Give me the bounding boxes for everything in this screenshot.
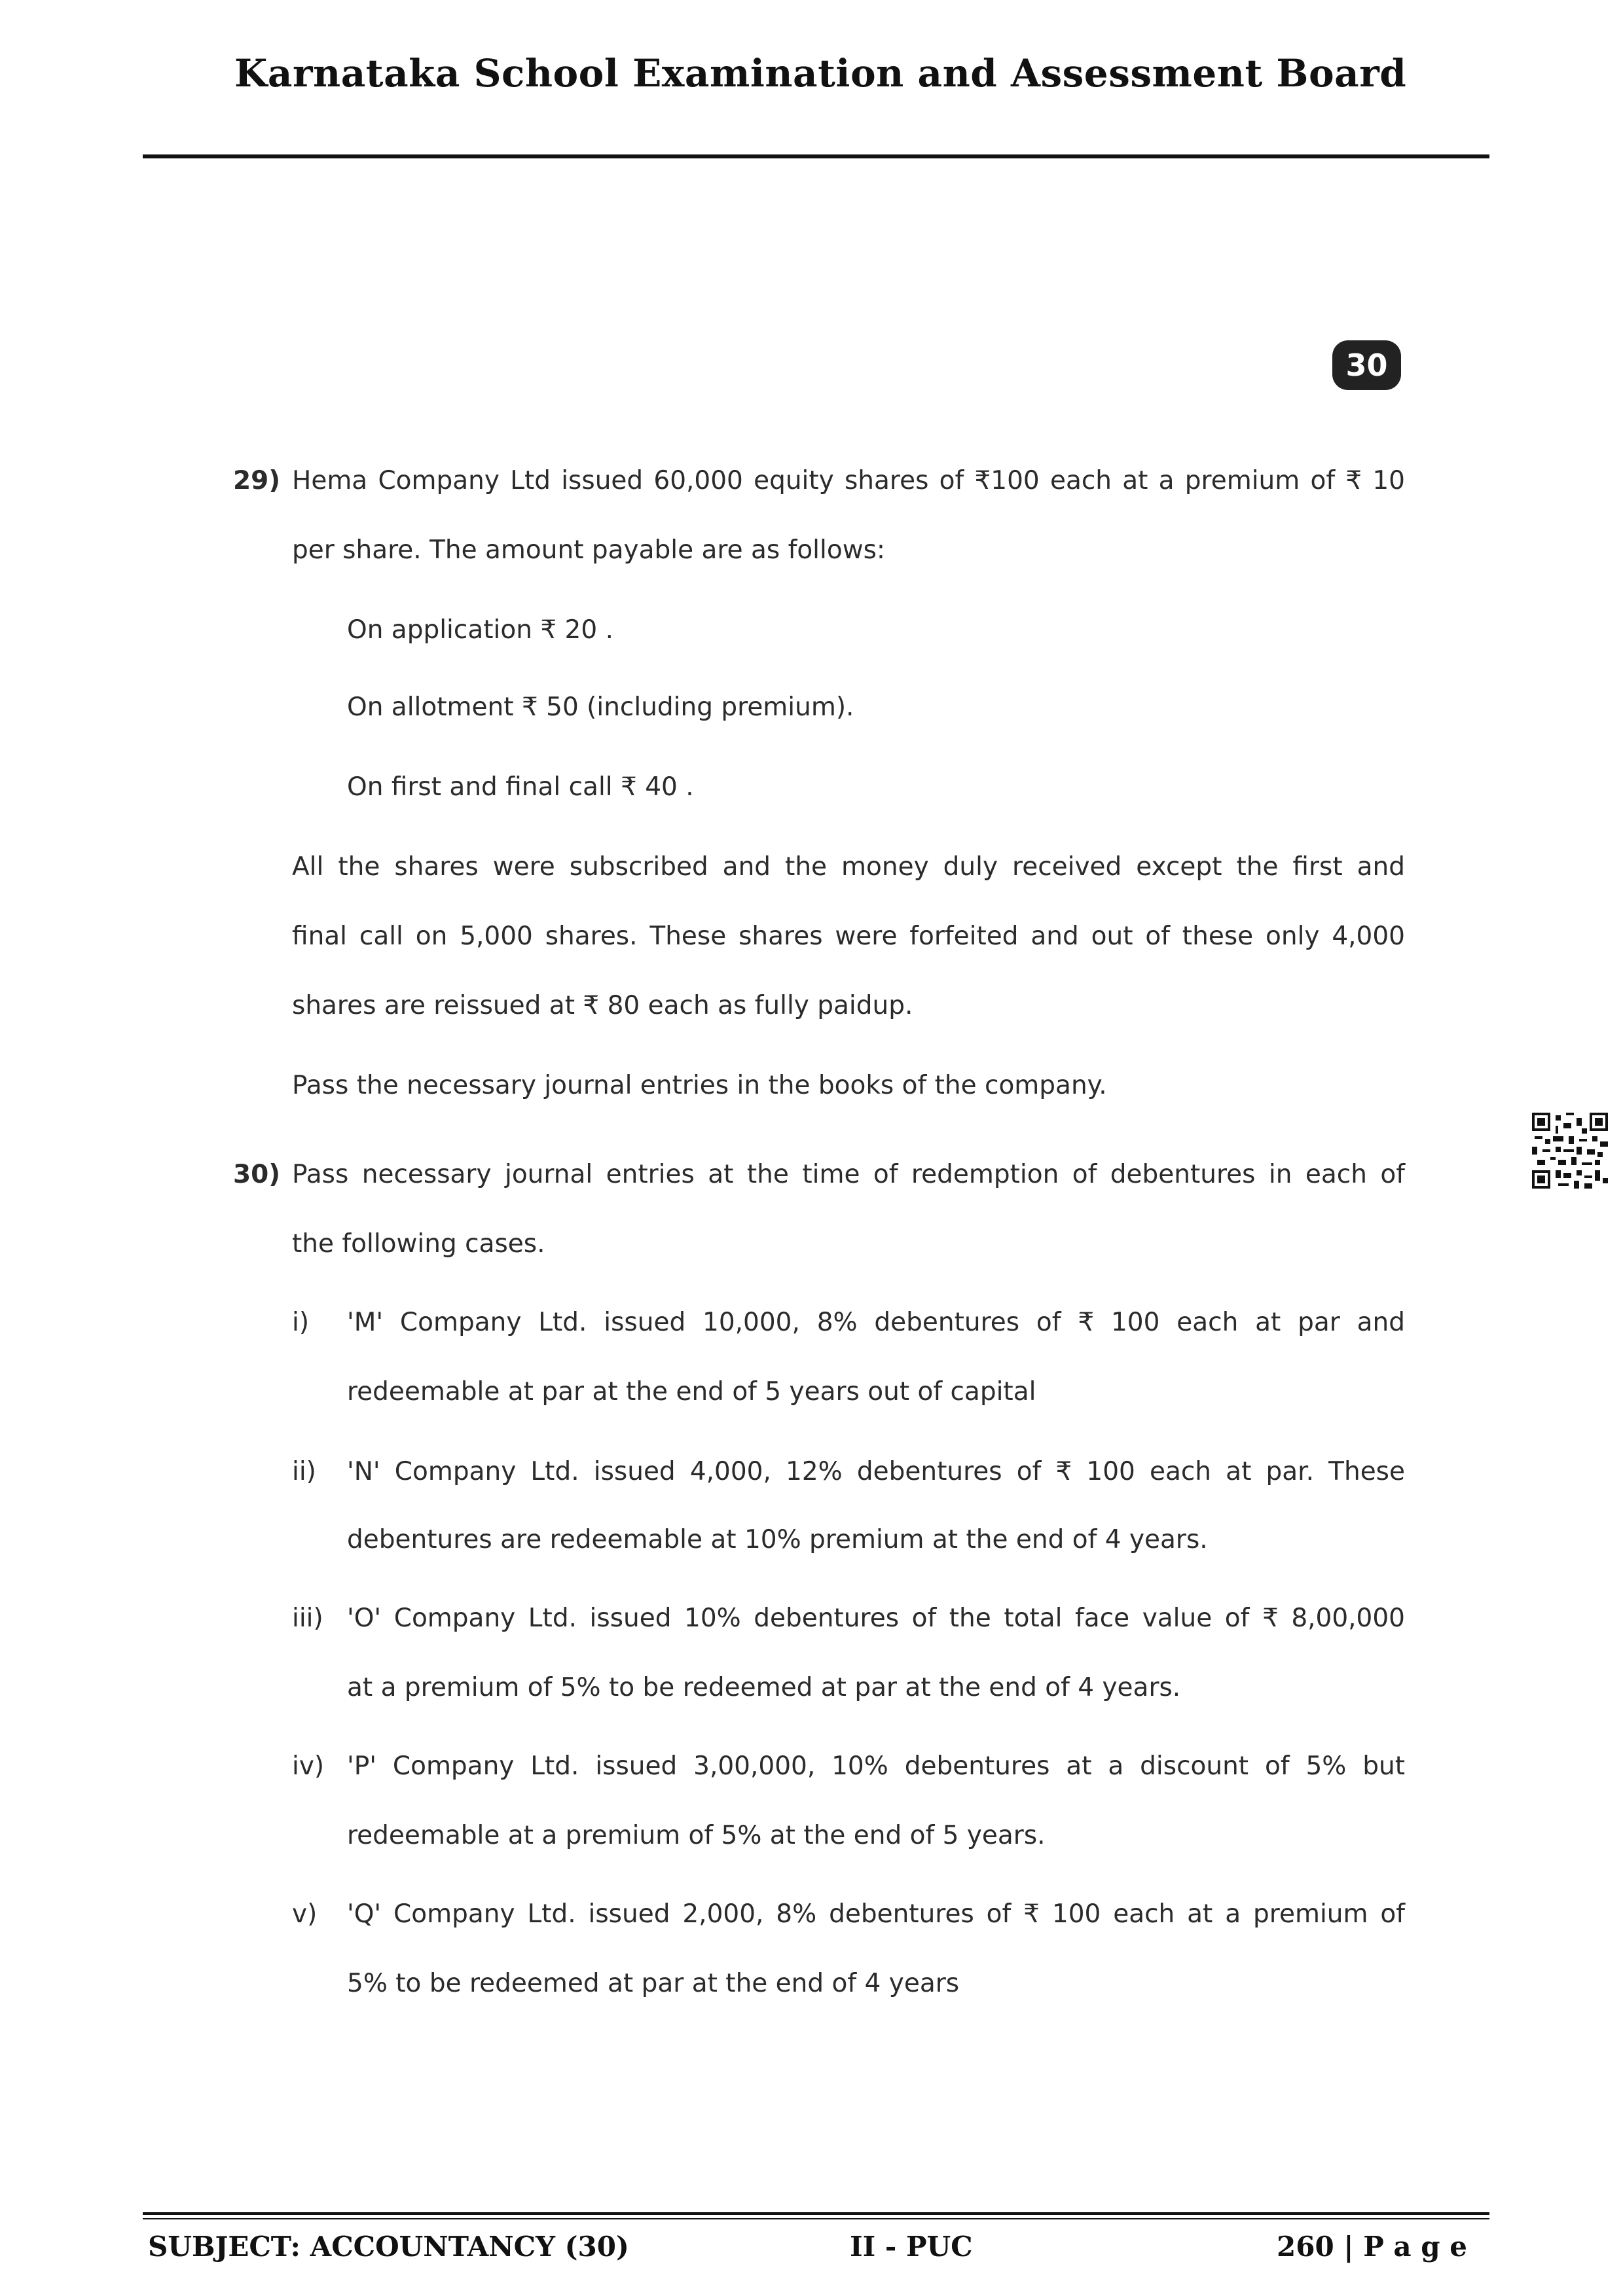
payment-allotment: On allotment ₹ 50 (including premium). bbox=[347, 692, 854, 722]
question-30-number: 30) bbox=[233, 1160, 281, 1189]
case-text: 'N' Company Ltd. issued 4,000, 12% debentures of ₹ 100 each at par. These bbox=[347, 1457, 1405, 1486]
question-30-line-2: the following cases. bbox=[292, 1229, 545, 1259]
case-label: i) bbox=[292, 1308, 310, 1337]
question-29-para-line-2: final call on 5,000 shares. These shares were forfeited and out of these only 4,000 bbox=[292, 922, 1405, 951]
case-label: iii) bbox=[292, 1604, 323, 1633]
case-label: v) bbox=[292, 1899, 318, 1929]
footer-page-number: 260 | P a g e bbox=[1277, 2231, 1467, 2263]
case-text: 'P' Company Ltd. issued 3,00,000, 10% debentures at a discount of 5% but bbox=[347, 1751, 1405, 1781]
qr-code bbox=[1532, 1113, 1608, 1189]
question-29-line-1: Hema Company Ltd issued 60,000 equity shares of ₹100 each at a premium of ₹ 10 bbox=[292, 466, 1405, 495]
case-text: 'M' Company Ltd. issued 10,000, 8% debentures of ₹ 100 each at par and bbox=[347, 1308, 1405, 1337]
case-text: debentures are redeemable at 10% premium at the end of 4 years. bbox=[347, 1525, 1208, 1554]
footer-subject: SUBJECT: ACCOUNTANCY (30) bbox=[148, 2231, 629, 2263]
case-text: 'Q' Company Ltd. issued 2,000, 8% debentures of ₹ 100 each at a premium of bbox=[347, 1899, 1405, 1929]
payment-application: On application ₹ 20 . bbox=[347, 615, 613, 645]
case-label: iv) bbox=[292, 1751, 325, 1781]
page-badge: 30 bbox=[1332, 340, 1401, 390]
case-text: 5% to be redeemed at par at the end of 4 years bbox=[347, 1969, 960, 1998]
question-29-line-2: per share. The amount payable are as follows: bbox=[292, 535, 886, 565]
case-text: 'O' Company Ltd. issued 10% debentures of the total face value of ₹ 8,00,000 bbox=[347, 1604, 1405, 1633]
question-29-number: 29) bbox=[233, 466, 281, 495]
footer-divider-thin bbox=[143, 2218, 1489, 2219]
payment-final-call: On first and final call ₹ 40 . bbox=[347, 772, 694, 802]
footer-divider bbox=[143, 2212, 1489, 2215]
header-title: Karnataka School Examination and Assessment Board bbox=[234, 51, 1407, 96]
case-text: at a premium of 5% to be redeemed at par at the end of 4 years. bbox=[347, 1673, 1181, 1702]
question-29-para-line-3: shares are reissued at ₹ 80 each as fully paidup. bbox=[292, 991, 913, 1020]
header-divider bbox=[143, 154, 1489, 158]
question-29-para-line-1: All the shares were subscribed and the money duly received except the first and bbox=[292, 852, 1405, 882]
footer-class: II - PUC bbox=[850, 2231, 973, 2263]
case-text: redeemable at par at the end of 5 years out of capital bbox=[347, 1377, 1036, 1407]
question-30-line-1: Pass necessary journal entries at the time of redemption of debentures in each of bbox=[292, 1160, 1405, 1189]
case-label: ii) bbox=[292, 1457, 316, 1486]
case-text: redeemable at a premium of 5% at the end of 5 years. bbox=[347, 1821, 1046, 1850]
question-29-instruction: Pass the necessary journal entries in the books of the company. bbox=[292, 1071, 1107, 1100]
